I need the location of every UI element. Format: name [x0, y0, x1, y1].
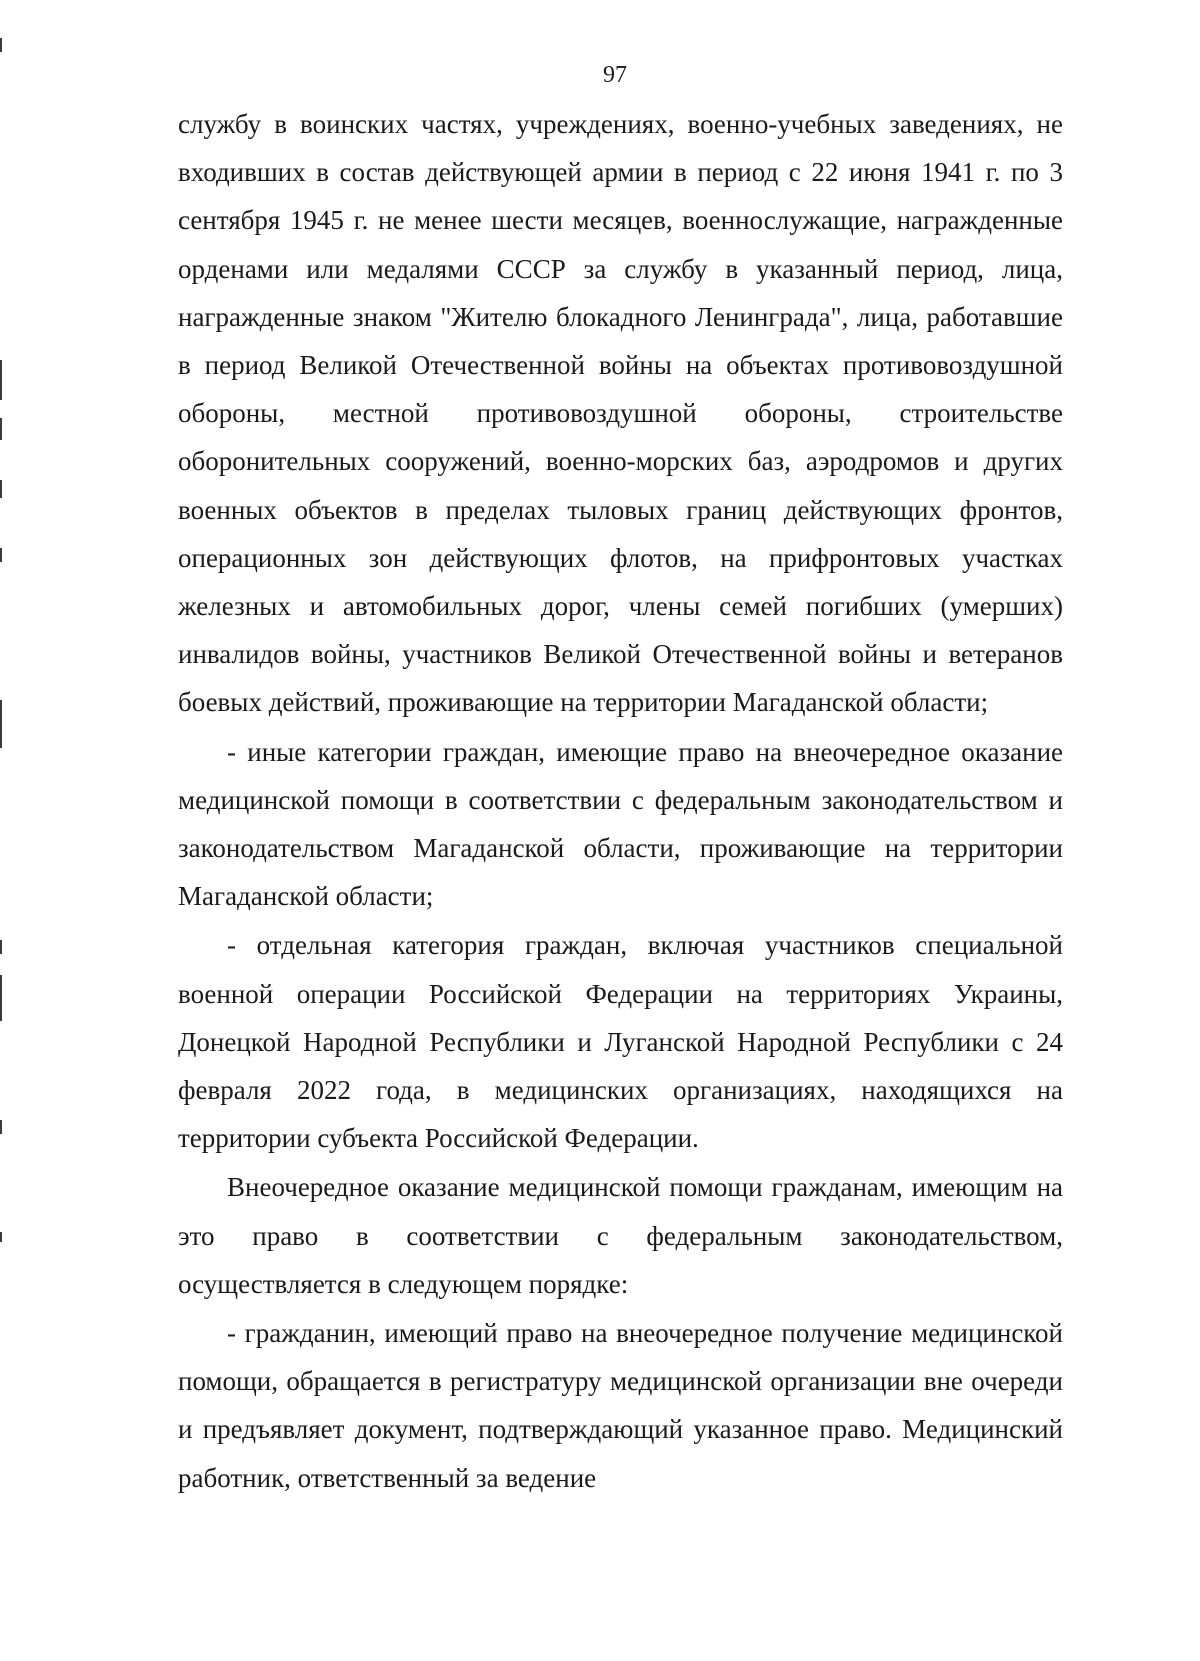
scan-edge-mark	[0, 418, 2, 440]
scan-edge-mark	[0, 940, 2, 954]
scan-edge-mark	[0, 1232, 2, 1242]
scan-edge-mark	[0, 700, 2, 748]
paragraph: - отдельная категория граждан, включая участников специальной военной операции Российской Федерации на территориях Украины, Донецкой Народной Республики и Луганской Народной Республики с 24 февраля 2022 года, в медицинских организациях, находящихся на территории субъекта Российской Федерации.	[178, 930, 1063, 1154]
scan-edge-mark	[0, 360, 2, 400]
scan-edge-mark	[0, 38, 2, 52]
scan-edge-mark	[0, 548, 2, 562]
paragraph: службу в воинских частях, учреждениях, военно-учебных заведениях, не входивших в состав действующей армии в период с 22 июня 1941 г. по 3 сентября 1945 г. не менее шести месяцев, военнослужащие, награжденные орденами или медалями СССР за службу в указанный период, лица, награжденные знаком "Жителю блокадного Ленинграда", лица, работавшие в период Великой Отечественной войны на объектах противовоздушной обороны, местной противовоздушной обороны, строительстве оборонительных сооружений, военно-морских баз, аэродромов и других военных объектов в пределах тыловых границ действующих фронтов, операционных зон действующих флотов, на прифронтовых участках железных и автомобильных дорог, члены семей погибших (умерших) инвалидов войны, участников Великой Отечественной войны и ветеранов боевых действий, проживающие на территории Магаданской области;	[178, 109, 1063, 718]
scan-edge-mark	[0, 1120, 2, 1134]
paragraph: - иные категории граждан, имеющие право на внеочередное оказание медицинской помощи в соответствии с федеральным законодательством и законодательством Магаданской области, проживающие на территории Магаданской области;	[178, 736, 1063, 912]
scan-edge-mark	[0, 975, 2, 1021]
body-text	[178, 100, 1063, 1502]
paragraph: Внеочередное оказание медицинской помощи гражданам, имеющим на это право в соответствии с федеральным законодательством, осуществляется в следующем порядке:	[178, 1172, 1063, 1299]
scan-edge-mark	[0, 480, 2, 498]
paragraph: - гражданин, имеющий право на внеочередное получение медицинской помощи, обращается в регистратуру медицинской организации вне очереди и предъявляет документ, подтверждающий указанное право. Медицинский работник, ответственный за ведение	[178, 1318, 1063, 1493]
page-number: 97	[603, 62, 627, 88]
